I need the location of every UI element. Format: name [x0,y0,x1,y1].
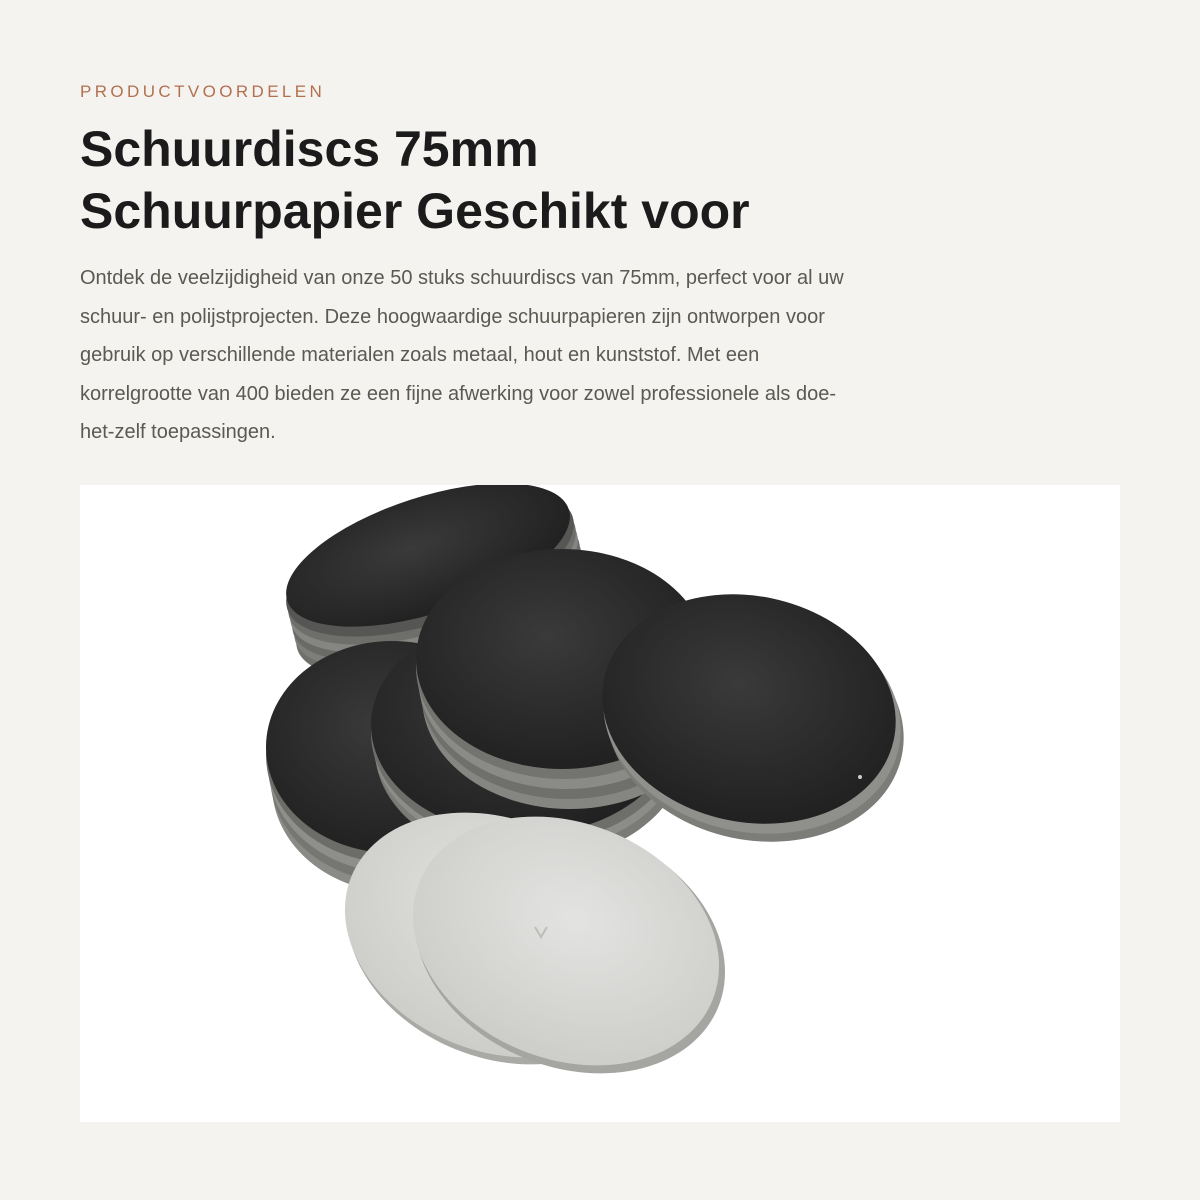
product-title [80,118,1080,242]
product-image [80,485,1120,1122]
description-line: het-zelf toepassingen. [80,421,276,443]
product-title-line: Schuurdiscs 75mm [80,121,539,177]
product-description [80,259,1070,452]
description-line: korrelgrootte van 400 bieden ze een fijne afwerking voor zowel professionele als doe- [80,382,837,405]
product-title-line: Schuurpapier Geschikt voor [80,183,750,239]
product-benefits-section [80,0,1120,1200]
section-eyebrow: PRODUCTVOORDELEN [80,82,326,101]
sanding-discs-icon [80,485,1120,1122]
description-line: gebruik op verschillende materialen zoals metaal, hout en kunststof. Met een [80,344,760,366]
description-line: Ontdek de veelzijdigheid van onze 50 stuks schuurdiscs van 75mm, perfect voor al uw [80,267,844,289]
description-line: schuur- en polijstprojecten. Deze hoogwaardige schuurpapieren zijn ontworpen voor [80,305,825,328]
